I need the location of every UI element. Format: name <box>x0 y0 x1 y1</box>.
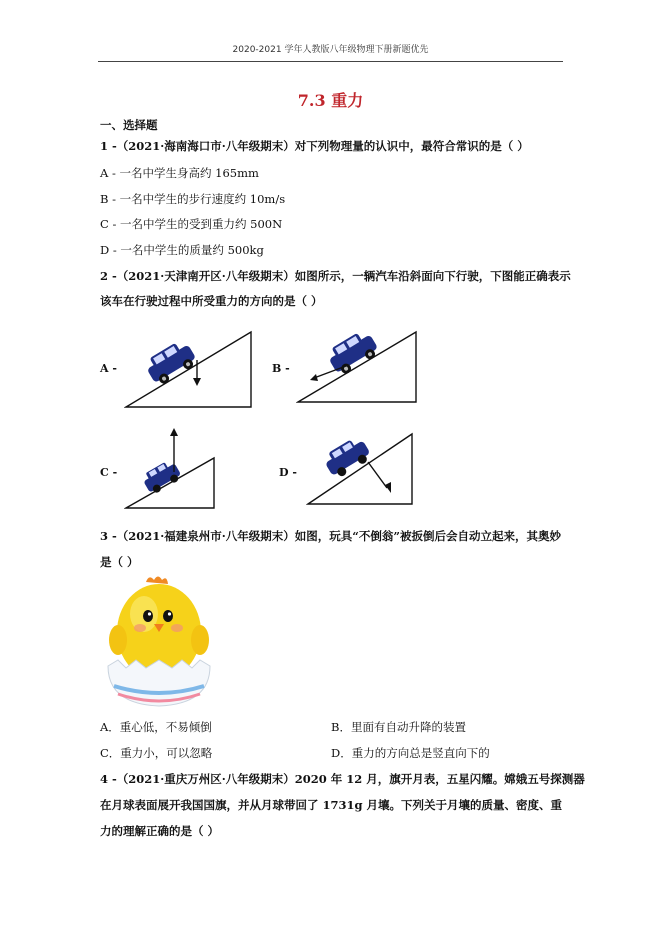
q4-stem-line3: 力的理解正确的是（ ） <box>100 824 220 838</box>
figure-label-c: C - <box>100 466 118 479</box>
q4-stem-line1: 4 -（2021·重庆万州区·八年级期末）2020 年 12 月，旗开月表，五星闪耀。嫦娥五号探测器 <box>100 772 585 786</box>
incline-car-d <box>306 432 416 508</box>
q1-option-d: D - 一名中学生的质量约 500kg <box>100 243 264 257</box>
page-title: 7.3 重力 <box>297 91 364 110</box>
incline-car-a <box>124 330 256 410</box>
q2-stem-line1: 2 -（2021·天津南开区·八年级期末）如图所示，一辆汽车沿斜面向下行驶，下图能正确表示 <box>100 269 571 283</box>
incline-car-c <box>124 426 218 512</box>
q3-option-b: B．里面有自动升降的装置 <box>331 720 466 734</box>
figure-c <box>124 426 218 512</box>
figure-d <box>306 432 416 508</box>
q3-stem-line2: 是（ ） <box>100 555 139 569</box>
header-divider <box>98 61 563 62</box>
q1-stem: 1 -（2021·海南海口市·八年级期末）对下列物理量的认识中，最符合常识的是（ ） <box>100 139 529 153</box>
tumbler-toy-image <box>104 574 214 708</box>
q1-option-c: C - 一名中学生的受到重力约 500N <box>100 217 283 231</box>
section-heading: 一、选择题 <box>100 118 158 132</box>
figure-label-b: B - <box>272 362 290 375</box>
figure-label-d: D - <box>279 466 297 479</box>
q3-option-d: D．重力的方向总是竖直向下的 <box>331 746 490 760</box>
figure-label-a: A - <box>100 362 117 375</box>
tumbler-chick-illustration <box>104 574 214 708</box>
figure-b <box>296 330 420 406</box>
page-header: 2020-2021 学年人教版八年级物理下册新题优先 <box>232 45 429 55</box>
incline-car-b <box>296 330 420 406</box>
q2-stem-line2: 该车在行驶过程中所受重力的方向的是（ ） <box>100 294 323 308</box>
figure-a <box>124 330 256 410</box>
q4-stem-line2: 在月球表面展开我国国旗，并从月球带回了 1731g 月壤。下列关于月壤的质量、密度、重 <box>100 798 563 812</box>
q3-option-c: C．重力小，可以忽略 <box>100 746 213 760</box>
q1-option-a: A - 一名中学生身高约 165mm <box>100 166 259 180</box>
q3-option-a: A．重心低，不易倾倒 <box>100 720 212 734</box>
q1-option-b: B - 一名中学生的步行速度约 10m/s <box>100 192 286 206</box>
q3-stem-line1: 3 -（2021·福建泉州市·八年级期末）如图，玩具“不倒翁”被扳倒后会自动立起来，其奥妙 <box>100 529 562 543</box>
